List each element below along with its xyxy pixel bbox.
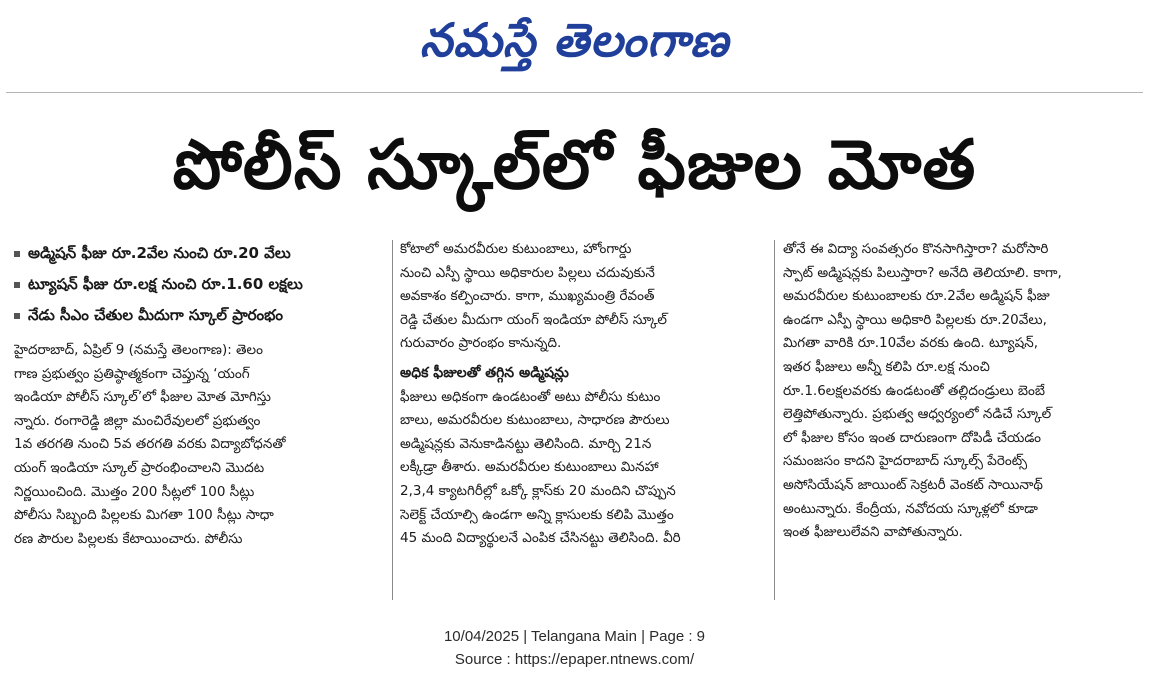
text-line: అసోసియేషన్ జాయింట్ సెక్రటరీ వెంకట్ సాయినాథ్ <box>783 476 1043 493</box>
text-line: లక్కీడ్రా తీశారు. అమరవీరుల కుటుంబాలు మినహా <box>400 459 659 476</box>
text-line: లెత్తిపోతున్నారు. ప్రభుత్వ ఆధ్వర్యంలో నడిచే స్కూల్ <box>783 406 1052 423</box>
text-line: ఇండియా పోలీస్ స్కూల్’లో ఫీజుల మోత మోగిస్తు <box>14 389 271 406</box>
text-line: అమరవీరుల కుటుంబాలకు రూ.2వేల అడ్మిషన్ ఫీజు <box>783 288 1050 305</box>
text-line: రెడ్డి చేతుల మీదుగా యంగ్ ఇండియా పోలీస్ స్కూల్ <box>400 311 667 328</box>
bullet-item: అడ్మిషన్ ఫీజు రూ.2వేల నుంచి రూ.20 వేలు <box>14 238 388 269</box>
text-line: తోనే ఈ విద్యా సంవత్సరం కొనసాగిస్తారా? మరోసారి <box>783 241 1049 257</box>
text-line: గాణ ప్రభుత్వం ప్రతిష్ఠాత్మకంగా చెప్తున్న ‘యంగ్ <box>14 365 250 382</box>
text-line: కోటాలో అమరవీరుల కుటుంబాలు, హోంగార్డు <box>400 241 632 257</box>
bullet-item: ట్యూషన్ ఫీజు రూ.లక్ష నుంచి రూ.1.60 లక్షలు <box>14 269 388 300</box>
text-line: బాలు, అమరవీరుల కుటుంబాలు, సాధారణ పౌరులు <box>400 412 670 429</box>
text-line: అవకాశం కల్పించారు. కాగా, ముఖ్యమంత్రి రేవంత్ <box>400 288 655 305</box>
column-divider <box>774 240 775 600</box>
text-line: 1వ తరగతి నుంచి 5వ తరగతి వరకు విద్యాబోధనతో <box>14 436 286 453</box>
article-column-2 <box>400 238 770 551</box>
column-divider <box>392 240 393 600</box>
text-line: అంటున్నారు. కేంద్రీయ, నవోదయ స్కూళ్లలో కూడా <box>783 500 1038 517</box>
text-line: హైదరాబాద్, ఏప్రిల్ 9 (నమస్తే తెలంగాణ): తెలం <box>14 342 263 358</box>
text-line: ఫీజులు అధికంగా ఉండటంతో అటు పోలీసు కుటుం <box>400 388 661 405</box>
text-line: అడ్మిషన్లకు వెనుకాడినట్టు తెలిసింది. మార్చి 21న <box>400 435 652 452</box>
text-line: ఇంత ఫీజులులేవని వాపోతున్నారు. <box>783 524 963 541</box>
article-headline: పోలీస్ స్కూల్‌లో ఫీజుల మోత <box>172 126 977 205</box>
bullet-icon <box>14 313 20 319</box>
section-subheading: అధిక ఫీజులతో తగ్గిన అడ్మిషన్లు <box>400 364 569 381</box>
text-line: సెలెక్ట్ చేయాల్సి ఉండగా అన్ని క్లాసులకు కలిపి మొత్తం <box>400 506 674 523</box>
text-line: ఉండగా ఎస్పీ స్థాయి అధికారి పిల్లలకు రూ.20వేలు, <box>783 311 1047 328</box>
footer-edition-info: 10/04/2025 | Telangana Main | Page : 9 <box>443 628 706 645</box>
text-line: రణ పౌరుల పిల్లలకు కేటాయించారు. పోలీసు <box>14 530 243 547</box>
text-line: యంగ్ ఇండియా స్కూల్ ప్రారంభించాలని మొదట <box>14 459 265 476</box>
text-line: గురువారం ప్రారంభం కానున్నది. <box>400 335 562 352</box>
text-line: సమంజసం కాదని హైదరాబాద్ స్కూల్స్ పేరెంట్స్ <box>783 453 1028 470</box>
text-line: లో ఫీజుల కోసం ఇంత దారుణంగా దోపిడీ చేయడం <box>783 429 1042 446</box>
text-line: 45 మంది విద్యార్థులనే ఎంపిక చేసినట్టు తెలిసింది. వీరి <box>400 530 681 547</box>
masthead-rule <box>6 92 1143 93</box>
text-line: మిగతా వారికి రూ.10వేల వరకు ఉంది. ట్యూషన్, <box>783 335 1039 352</box>
article-column-3 <box>783 238 1139 545</box>
text-line: పోలీసు సిబ్బంది పిల్లలకు మిగతా 100 సీట్లు సాధా <box>14 507 274 524</box>
text-line: రూ.1.6లక్షలవరకు ఉండటంతో తల్లిదండ్రులు బెంబే <box>783 382 1045 399</box>
footer-source-link[interactable]: Source : https://epaper.ntnews.com/ <box>454 651 695 668</box>
text-line: నుంచి ఎస్పీ స్థాయి అధికారుల పిల్లలు చదువుకునే <box>400 264 655 281</box>
text-line: స్పాట్ అడ్మిషన్లకు పిలుస్తారా? అనేది తెలియాలి. కాగా, <box>783 264 1062 281</box>
newspaper-masthead: నమస్తే తెలంగాణ <box>419 13 730 67</box>
text-line: ఇతర ఫీజులు అన్నీ కలిపి రూ.లక్ష నుంచి <box>783 358 990 375</box>
bullet-icon <box>14 282 20 288</box>
article-column-1 <box>14 238 388 551</box>
text-line: న్నారు. రంగారెడ్డి జిల్లా మంచిరేవులలో ప్రభుత్వం <box>14 412 261 429</box>
bullet-item: నేడు సీఎం చేతుల మీదుగా స్కూల్ ప్రారంభం <box>14 300 388 331</box>
highlight-bullets <box>14 238 388 331</box>
text-line: నిర్ణయించింది. మొత్తం 200 సీట్లలో 100 సీట్లు <box>14 483 255 500</box>
bullet-icon <box>14 251 20 257</box>
text-line: 2,3,4 క్యాటగిరీల్లో ఒక్కో క్లాస్‌కు 20 మందిని చొప్పున <box>400 482 676 499</box>
